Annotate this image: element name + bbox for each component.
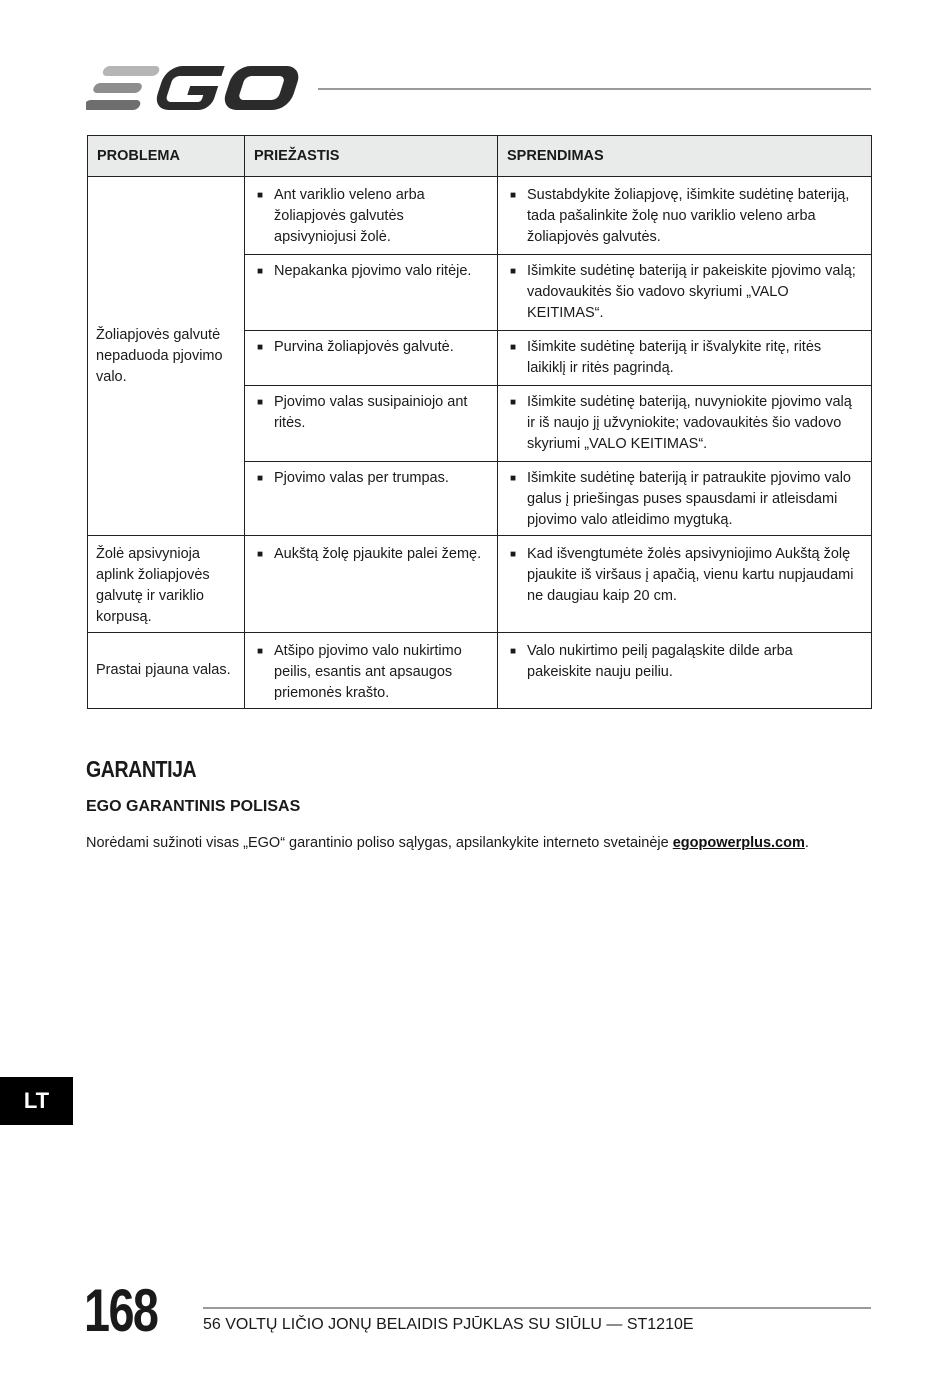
footer-rule	[203, 1307, 871, 1309]
cause-cell: ■ Nepakanka pjovimo valo ritėje.	[245, 255, 498, 331]
cause-cell: ■ Aukštą žolę pjaukite palei žemę.	[245, 536, 498, 633]
warranty-paragraph	[86, 835, 809, 851]
solution-cell: ■ Išimkite sudėtinę bateriją ir pakeiskite pjovimo valą; vadovaukitės šio vadovo skyriumi „VALO KEITIMAS“.	[498, 255, 872, 331]
table-header-row	[88, 136, 872, 177]
problem-cell: Žoliapjovės galvutė nepaduoda pjovimo valo.	[88, 177, 245, 536]
solution-cell: ■ Valo nukirtimo peilį pagaląskite dilde arba pakeiskite nauju peiliu.	[498, 633, 872, 709]
table-row	[88, 536, 872, 633]
bullet-icon: ■	[510, 646, 517, 657]
bullet-icon: ■	[257, 473, 264, 484]
bullet-icon: ■	[510, 342, 517, 353]
warranty-end: .	[804, 835, 809, 851]
solution-cell: ■ Išimkite sudėtinę bateriją ir patraukite pjovimo valo galus į priešingas puses spausdami ir atleisdami pjovimo valo atleidimo mygtuką.	[498, 462, 872, 536]
cause-cell: ■ Pjovimo valas per trumpas.	[245, 462, 498, 536]
header-cause: PRIEŽASTIS	[245, 136, 498, 177]
language-tab: LT	[0, 1077, 73, 1125]
footer-title: 56 VOLTŲ LIČIO JONŲ BELAIDIS PJŪKLAS SU SIŪLU — ST1210E	[203, 1316, 694, 1333]
cause-cell: ■ Atšipo pjovimo valo nukirtimo peilis, esantis ant apsaugos priemonės krašto.	[245, 633, 498, 709]
header-rule	[318, 88, 871, 90]
solution-cell: ■ Išimkite sudėtinę bateriją ir išvalykite ritę, ritės laikiklį ir ritės pagrindą.	[498, 331, 872, 386]
bullet-icon: ■	[510, 549, 517, 560]
page-number: 168	[84, 1277, 158, 1344]
bullet-icon: ■	[257, 266, 264, 277]
bullet-icon: ■	[510, 473, 517, 484]
warranty-link[interactable]: egopowerplus.com	[672, 835, 805, 851]
bullet-icon: ■	[257, 342, 264, 353]
bullet-icon: ■	[510, 397, 517, 408]
problem-cell: Prastai pjauna valas.	[88, 633, 245, 709]
solution-cell: ■ Kad išvengtumėte žolės apsivyniojimo Aukštą žolę pjaukite iš viršaus į apačią, vienu kartu nupjaudami ne daugiau kaip 20 cm.	[498, 536, 872, 633]
header-solution: SPRENDIMAS	[498, 136, 872, 177]
problem-cell: Žolė apsivynioja aplink žoliapjovės galvutę ir variklio korpusą.	[88, 536, 245, 633]
warranty-text: Norėdami sužinoti visas „EGO“ garantinio poliso sąlygas, apsilankykite interneto svetainėje	[86, 835, 673, 851]
bullet-icon: ■	[257, 646, 264, 657]
bullet-icon: ■	[257, 397, 264, 408]
bullet-icon: ■	[510, 266, 517, 277]
bullet-icon: ■	[257, 549, 264, 560]
header-problem: PROBLEMA	[88, 136, 245, 177]
bullet-icon: ■	[510, 190, 517, 201]
troubleshooting-table	[87, 135, 872, 709]
ego-logo	[86, 62, 300, 114]
table-row	[88, 177, 872, 255]
solution-cell: ■ Išimkite sudėtinę bateriją, nuvyniokite pjovimo valą ir iš naujo jį užvyniokite; vadovaukitės šio vadovo skyriumi „VALO KEITIMAS“.	[498, 386, 872, 462]
warranty-heading: GARANTIJA	[86, 756, 197, 782]
bullet-icon: ■	[257, 190, 264, 201]
cause-cell: ■ Purvina žoliapjovės galvutė.	[245, 331, 498, 386]
solution-cell: ■ Sustabdykite žoliapjovę, išimkite sudėtinę bateriją, tada pašalinkite žolę nuo variklio veleno arba žoliapjovės galvutės.	[498, 177, 872, 255]
warranty-subheading: EGO GARANTINIS POLISAS	[86, 798, 301, 815]
table-row	[88, 633, 872, 709]
cause-cell: ■ Pjovimo valas susipainiojo ant ritės.	[245, 386, 498, 462]
cause-cell: ■ Ant variklio veleno arba žoliapjovės galvutės apsivyniojusi žolė.	[245, 177, 498, 255]
